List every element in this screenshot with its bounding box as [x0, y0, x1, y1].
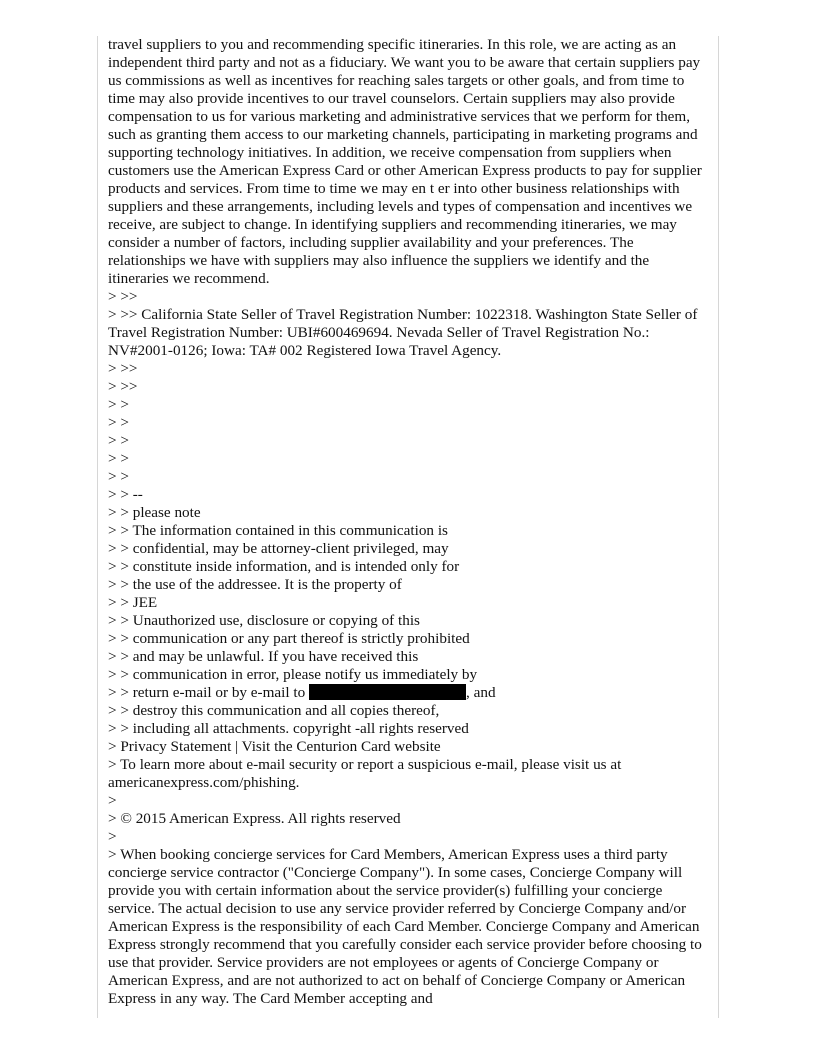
return-email-line	[108, 684, 710, 702]
quote-line: > >>	[108, 288, 138, 305]
disclaimer-line: > > JEE	[108, 594, 158, 611]
disclaimer-line: > > confidential, may be attorney-client privileged, may	[108, 540, 449, 557]
copyright-line: > © 2015 American Express. All rights reserved	[108, 810, 401, 827]
registration-paragraph: > >> California State Seller of Travel Registration Number: 1022318. Washington State Seller of Travel Registration Number: UBI#600469694. Nevada Seller of Travel Registration No.: NV#2001-0126; Iowa: TA# 002 Registered Iowa Travel Agency.	[108, 306, 698, 359]
return-email-prefix: > > return e-mail or by e-mail to	[108, 684, 310, 701]
quote-line: > >>	[108, 378, 138, 395]
disclaimer-line: > > Unauthorized use, disclosure or copying of this	[108, 612, 420, 629]
quote-line: > >	[108, 468, 129, 485]
quote-line: >	[108, 792, 117, 809]
quote-line: > >	[108, 414, 129, 431]
disclaimer-line: > > the use of the addressee. It is the property of	[108, 576, 402, 593]
please-note-line: > > please note	[108, 504, 201, 521]
email-security-paragraph: > To learn more about e-mail security or report a suspicious e-mail, please visit us at americanexpress.com/phishing.	[108, 756, 622, 791]
disclaimer-line: > > and may be unlawful. If you have received this	[108, 648, 419, 665]
disclaimer-line: > > communication or any part thereof is strictly prohibited	[108, 630, 470, 647]
disclaimer-line: > > including all attachments. copyright -all rights reserved	[108, 720, 469, 737]
quote-line: >	[108, 828, 117, 845]
disclaimer-line: > > destroy this communication and all copies thereof,	[108, 702, 440, 719]
signature-separator: > > --	[108, 486, 143, 503]
quote-line: > >	[108, 396, 129, 413]
redacted-email-block	[309, 684, 466, 700]
disclaimer-line: > > constitute inside information, and is intended only for	[108, 558, 460, 575]
quote-line: > >	[108, 450, 129, 467]
disclaimer-line: > > communication in error, please notify us immediately by	[108, 666, 478, 683]
concierge-paragraph: > When booking concierge services for Card Members, American Express uses a third party concierge service contractor ("Concierge Company"). In some cases, Concierge Company will provide you with certain information about the service provider(s) fulfilling your concierge service. The actual decision to use any service provider referred by Concierge Company and/or American Express is the responsibility of each Card Member. Concierge Company and American Express strongly recommend that you carefully consider each service provider before choosing to use that provider. Service providers are not employees or agents of Concierge Company or American Express, and are not authorized to act on behalf of Concierge Company or American Express in any way. The Card Member accepting and	[108, 846, 702, 1007]
disclaimer-line: > > The information contained in this communication is	[108, 522, 448, 539]
email-body	[108, 36, 710, 1008]
supplier-disclosure-paragraph: travel suppliers to you and recommending specific itineraries. In this role, we are acting as an independent third party and not as a fiduciary. We want you to be aware that certain suppliers pay us commissions as well as incentives for reaching sales targets or other goals, and from time to time may also provide incentives to our travel counselors. Certain suppliers may also provide compensation to us for various marketing and administrative services that we perform for them, such as granting them access to our marketing channels, participating in marketing programs and supporting technology initiatives. In addition, we receive compensation from suppliers when customers use the American Express Card or other American Express products to pay for supplier products and services. From time to time we may en t er into other business relationships with suppliers and these arrangements, including levels and types of compensation and incentives we receive, are subject to change. In identifying suppliers and recommending itineraries, we may consider a number of factors, including supplier availability and your preferences. The relationships we have with suppliers may also influence the suppliers we identify and the itineraries we recommend.	[108, 36, 702, 287]
privacy-statement-line: > Privacy Statement | Visit the Centurion Card website	[108, 738, 441, 755]
quote-line: > >	[108, 432, 129, 449]
quote-line: > >>	[108, 360, 138, 377]
return-email-suffix: , and	[466, 684, 496, 701]
